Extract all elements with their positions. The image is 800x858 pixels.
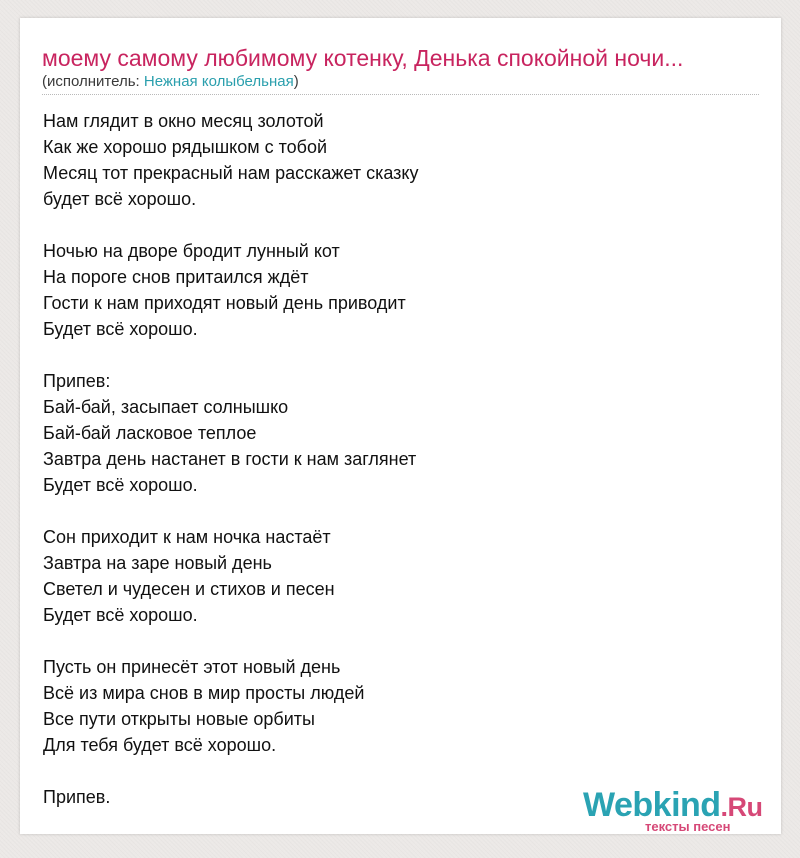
artist-link[interactable]: Нежная колыбельная [143, 73, 294, 90]
webkind-logo [583, 785, 778, 835]
lyrics-text: Нам глядит в окно месяц золотой Как же хорошо рядышком с тобой Месяц тот прекрасный нам расскажет сказку будет всё хорошо. Ночью на дворе бродит лунный кот На пороге снов притаился ждёт Гости к нам приходят новый день приводит Будет всё хорошо. Припев: Бай-бай, засыпает солнышко Бай-бай ласковое теплое Завтра день настанет в гости к нам заглянет Будет всё хорошо. Сон приходит к нам ночка настаёт Завтра на заре новый день Светел и чудесен и стихов и песен Будет всё хорошо. Пусть он принесёт этот новый день Всё из мира снов в мир просты людей Все пути открыты новые орбиты Для тебя будет всё хорошо. Припев. [43, 111, 419, 807]
webkind-brand: Webkind [583, 786, 721, 824]
artist-prefix: (исполнитель: [42, 73, 144, 90]
artist-suffix: ) [293, 73, 299, 90]
artist-line [42, 73, 299, 91]
song-title: моему самому любимому котенку, Денька спокойной ночи... [42, 45, 684, 71]
lyrics-card [20, 18, 781, 834]
webkind-tagline: тексты песен [645, 819, 731, 834]
title-divider [42, 94, 759, 95]
webkind-tld: .Ru [720, 792, 763, 822]
